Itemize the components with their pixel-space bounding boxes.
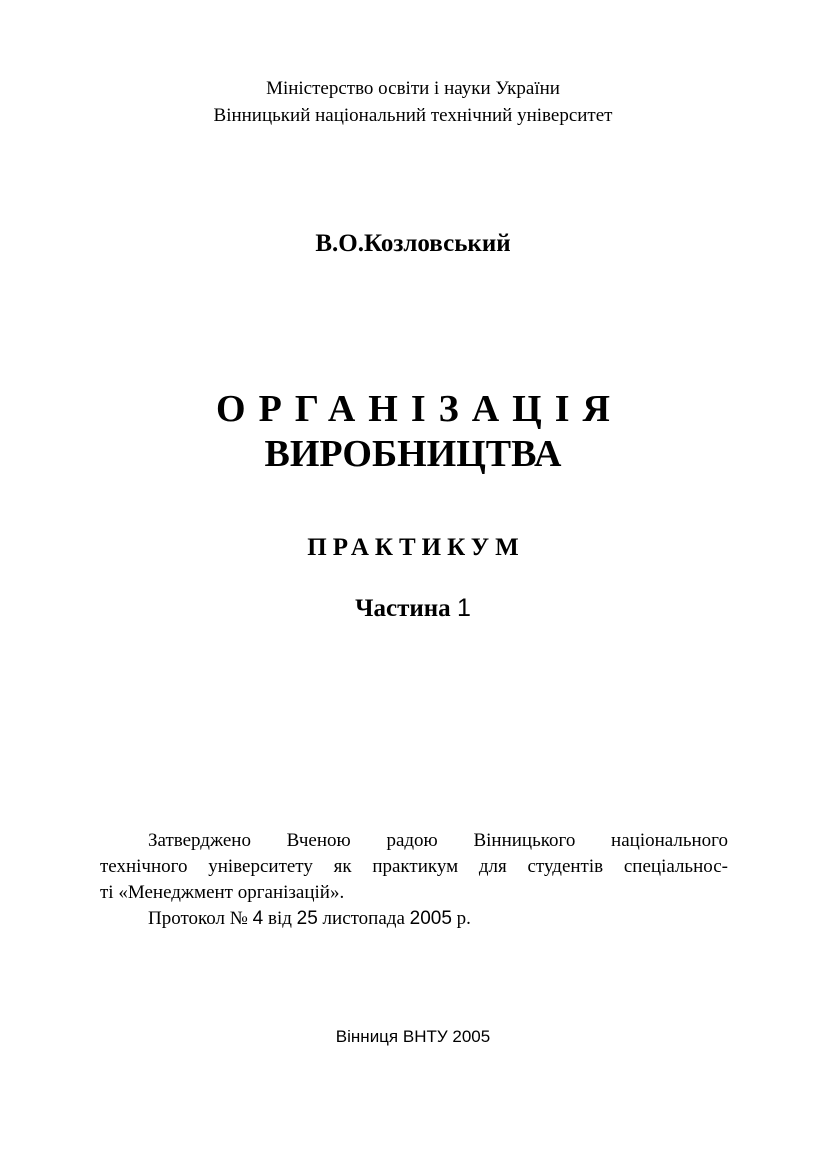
author-name: В.О.Козловський xyxy=(315,230,511,257)
protocol-suffix: р. xyxy=(451,908,471,929)
protocol-day: 25 xyxy=(296,908,318,929)
university-name: Вінницький національний технічний університет xyxy=(213,105,613,126)
book-subtitle: ПРАКТИКУМ xyxy=(307,534,525,561)
protocol-month: листопада xyxy=(317,908,410,929)
part-number: 1 xyxy=(456,594,471,622)
protocol-from: від xyxy=(263,908,297,929)
protocol-prefix: Протокол № xyxy=(148,908,253,929)
publication-footer: Вінниця ВНТУ 2005 xyxy=(335,1027,491,1046)
book-title-line-2: ВИРОБНИЦТВА xyxy=(264,433,562,475)
ministry-name: Міністерство освіти і науки України xyxy=(266,78,560,99)
approval-line-1: Затверджено Вченою радою Вінницького національного xyxy=(148,830,728,851)
part-label xyxy=(0,593,826,624)
book-title-line-1: ОРГАНІЗАЦІЯ xyxy=(216,388,623,430)
approval-line-2: технічного університету як практикум для студентів спеціальнос- xyxy=(100,856,728,877)
protocol-year: 2005 xyxy=(409,908,452,929)
part-word: Частина xyxy=(355,595,451,622)
approval-note xyxy=(100,828,728,932)
protocol-line xyxy=(100,906,728,932)
protocol-number: 4 xyxy=(252,908,264,929)
approval-line-3: ті «Менеджмент організацій». xyxy=(100,882,345,903)
